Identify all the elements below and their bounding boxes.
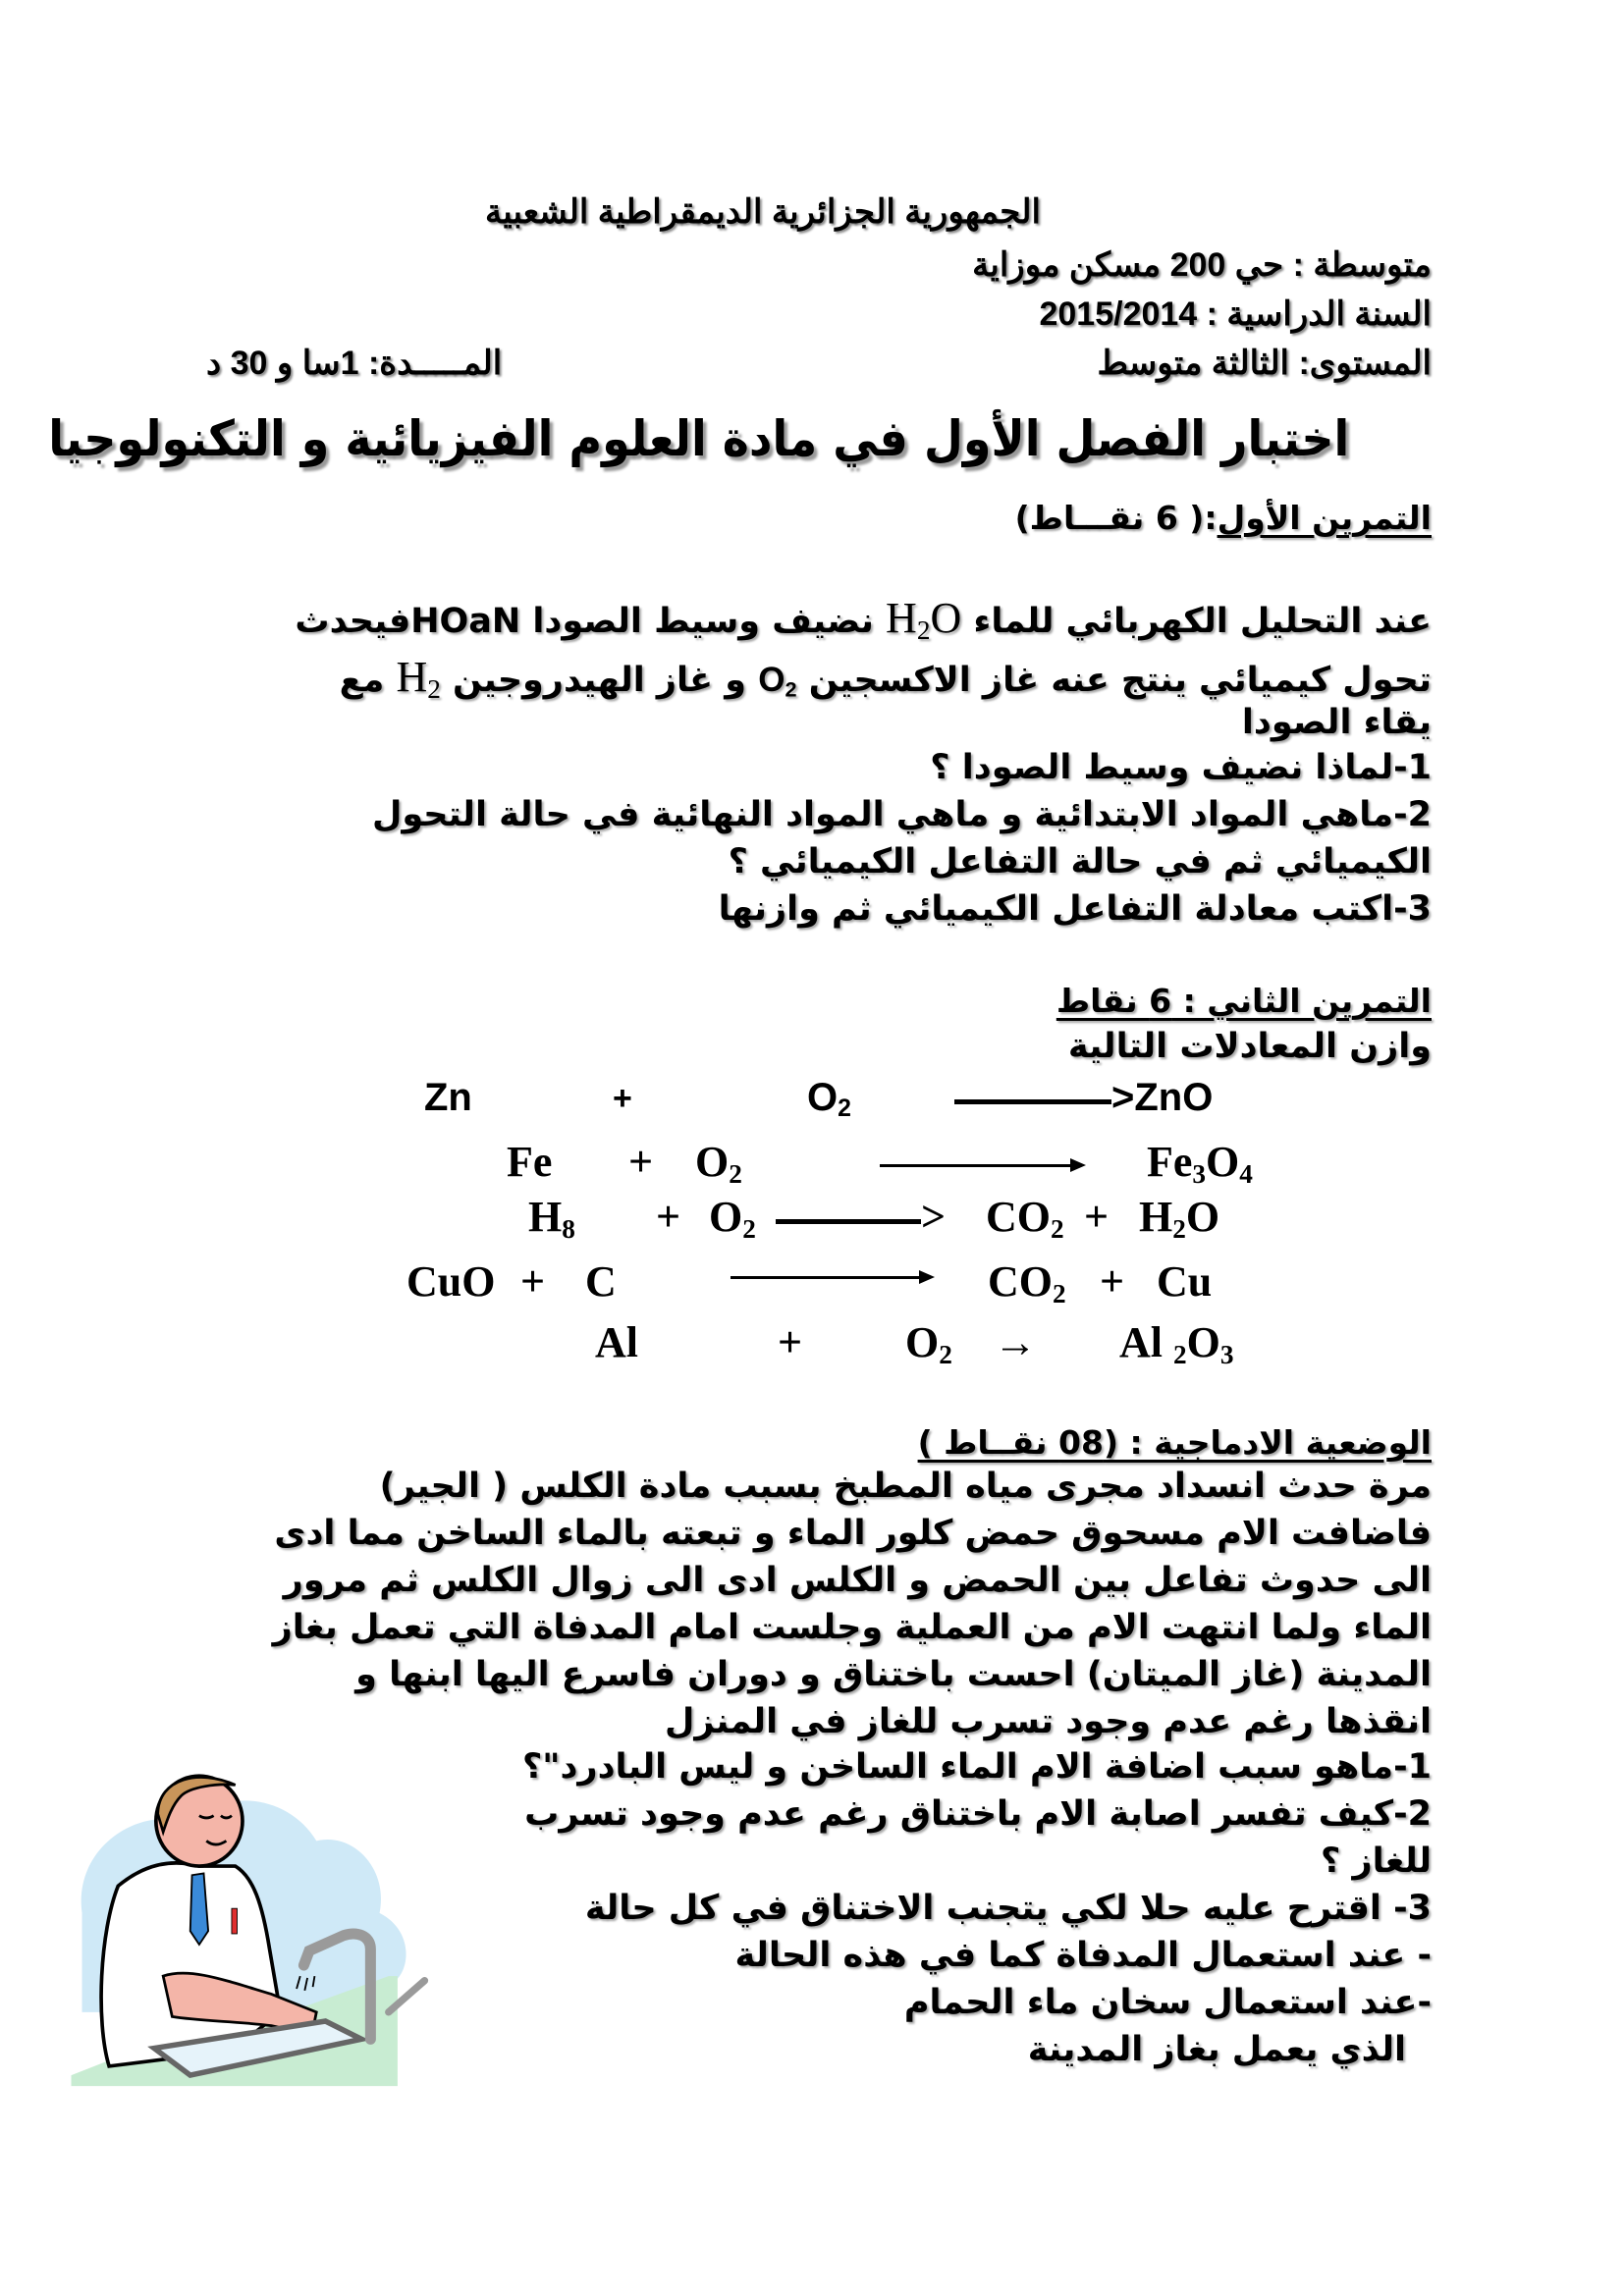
pen-icon (232, 1908, 238, 1934)
text-fragment: عند التحليل الكهربائي للماء (961, 602, 1432, 641)
school-year: السنة الدراسية : 2015/2014 (1039, 295, 1432, 333)
eq4-product-2: Cu (1157, 1257, 1213, 1306)
eq4-reactant-1: CuO (406, 1257, 496, 1306)
exercise1-title: التمرين الأول (1217, 499, 1432, 537)
eq2-reactant-1: Fe (507, 1138, 553, 1186)
eq3-reactant-1: $H_8$ (528, 1193, 575, 1244)
eq2-plus: + (628, 1138, 654, 1186)
eq1-arrow (954, 1099, 1111, 1104)
eq1-product: >ZnO (1111, 1076, 1214, 1119)
eq1-plus: + (613, 1080, 632, 1117)
exercise1-text-line1 (295, 593, 1432, 643)
republic-heading: الجمهورية الجزائرية الديمقراطية الشعبية (485, 193, 1041, 231)
hydrogen-formula: $H_2$ (396, 653, 441, 704)
text-fragment: نضيف وسيط الصودا HOaNفيحدث (295, 602, 887, 641)
water-formula: $H_2O$ (886, 594, 962, 645)
exercise1-question: 3-اكتب معادلة التفاعل الكيميائي ثم وازنها (718, 889, 1432, 929)
eq4-arrow (731, 1276, 923, 1279)
exercise1-question: 2-ماهي المواد الابتدائية و ماهي المواد النهائية في حالة التحول (371, 795, 1432, 834)
text-fragment: تحول كيميائي ينتج عنه غاز الاكسجين (796, 661, 1432, 700)
text-fragment: مع (339, 661, 397, 700)
integration-question: 2-كيف تفسر اصابة الام باختناق رغم عدم وجود تسرب (524, 1794, 1432, 1834)
eq5-reactant-1: Al (595, 1318, 638, 1366)
eq2-product: $Fe_3O_4$ (1147, 1138, 1253, 1189)
class-level: المستوى: الثالثة متوسط (1097, 345, 1432, 382)
integration-heading: الوضعية الادماجية : (08 نقــاط ) (917, 1423, 1432, 1462)
eq4-arrow-head (919, 1270, 935, 1284)
integration-question: 1-ماهو سبب اضافة الام الماء الساخن و ليس البادرد"؟ (521, 1747, 1432, 1787)
eq3-reactant-2: $O_2$ (709, 1193, 756, 1244)
exam-title: اختبار الفصل الأول في مادة العلوم الفيزيائية و التكنولوجيا (47, 410, 1349, 467)
eq4-plus-2: + (1100, 1257, 1125, 1306)
exercise1-points: :( 6 نقـــاط) (1014, 499, 1218, 537)
eq2-arrow (880, 1164, 1072, 1167)
integration-question: - عند استعمال المدفاة كما في هذه الحالة (734, 1936, 1432, 1975)
exercise1-heading (1015, 499, 1432, 537)
story-line: انقذها رغم عدم وجود تسرب للغاز في المنزل (665, 1702, 1432, 1741)
eq1-reactant-1: Zn (424, 1076, 472, 1119)
story-line: الى حدوث تفاعل بين الحمض و الكلس ادى الى زوال الكلس ثم مرور (283, 1561, 1432, 1600)
text-fragment: و غاز الهيدروجين (440, 661, 759, 700)
eq4-reactant-2: C (585, 1257, 617, 1306)
eq3-plus-2: + (1084, 1193, 1110, 1241)
eq2-reactant-2: $O_2$ (695, 1138, 742, 1189)
eq3-product-1: $CO_2$ (986, 1193, 1064, 1244)
story-line: الماء ولما انتهت الام من العملية وجلست امام المدفاة التي تعمل بغاز (272, 1608, 1432, 1647)
eq5-reactant-2: $O_2$ (905, 1318, 952, 1369)
eq1-reactant-2: $O_2$ (807, 1076, 851, 1123)
story-line: فاضافت الام مسحوق حمض كلور الماء و تبعته بالماء الساخن مما ادى (274, 1514, 1432, 1553)
eq3-arrow (776, 1219, 921, 1224)
integration-question: الذي يعمل بغاز المدينة (1027, 2030, 1406, 2069)
integration-question: -عند استعمال سخان ماء الحمام (903, 1983, 1432, 2022)
exercise1-text-line2 (340, 652, 1432, 702)
integration-question: 3- اقترح عليه حلا لكي يتجنب الاختناق في كل حالة (584, 1889, 1432, 1928)
eq2-arrow-head (1070, 1158, 1086, 1172)
eq3-product-2: $H_2O$ (1139, 1193, 1220, 1244)
exercise1-question: 1-لماذا نضيف وسيط الصودا ؟ (930, 748, 1432, 787)
eq3-arrow-tip: > (921, 1193, 947, 1241)
story-line: مرة حدث انسداد مجرى مياه المطبخ بسبب مادة الكلس ( الجير) (379, 1467, 1432, 1506)
oxygen-formula: $O_2$ (758, 661, 797, 702)
doctor-washing-hands-illustration (55, 1750, 452, 2094)
school-name: متوسطة : حي 200 مسكن موزاية (972, 246, 1432, 284)
eq5-product: Al $_2O_3$ (1119, 1318, 1234, 1369)
eq5-plus: + (778, 1318, 803, 1366)
eq5-arrow: → (994, 1318, 1037, 1366)
eq4-product-1: $CO_2$ (988, 1257, 1066, 1308)
integration-question: للغاز ؟ (1321, 1842, 1432, 1881)
exercise2-heading: التمرين الثاني : 6 نقاط (1056, 982, 1432, 1020)
exercise1-text-line3: يقاء الصودا (1241, 703, 1432, 742)
eq4-plus: + (520, 1257, 546, 1306)
exercise1-question: الكيميائي ثم في حالة التفاعل الكيميائي ؟ (728, 842, 1432, 881)
exercise2-instruction: وازن المعادلات التالية (1067, 1027, 1432, 1066)
exam-duration: المـــــدة: 1سا و 30 د (206, 345, 503, 382)
story-line: المدينة (غاز الميتان) احست باختناق و دوران فاسرع اليها ابنها و (355, 1655, 1432, 1694)
eq3-plus: + (656, 1193, 681, 1241)
